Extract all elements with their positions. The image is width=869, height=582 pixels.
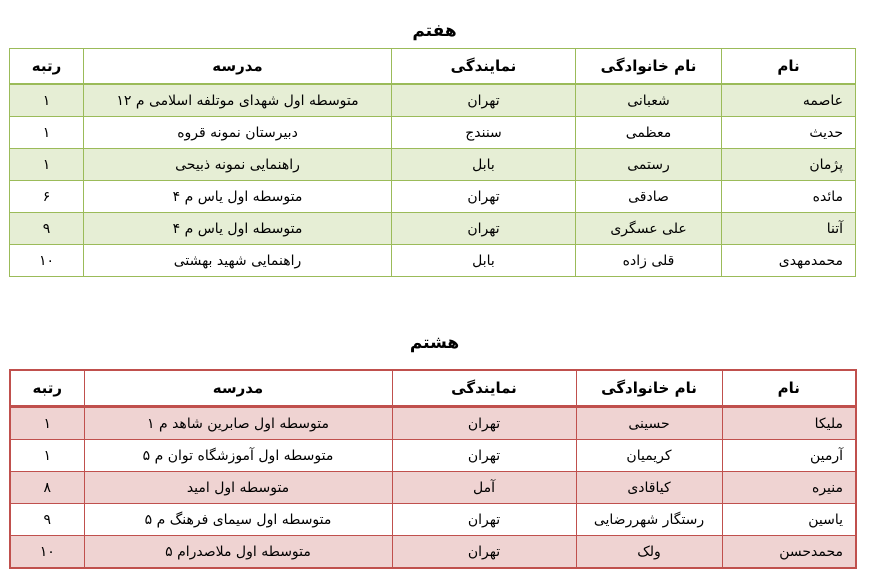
table-row (10, 472, 856, 504)
cell-name: مائده (722, 181, 856, 213)
table-row (10, 440, 856, 472)
cell-rank: ۱ (10, 117, 84, 149)
cell-school: متوسطه اول یاس م ۴ (84, 213, 392, 245)
cell-name: آتنا (722, 213, 856, 245)
table-header-row (10, 370, 856, 407)
table-row (10, 149, 856, 181)
table-row (10, 504, 856, 536)
cell-name: عاصمه (722, 84, 856, 117)
table-row (10, 84, 856, 117)
cell-family: شعبانی (576, 84, 722, 117)
cell-rank: ۱ (10, 407, 84, 440)
cell-city: بابل (392, 245, 576, 277)
cell-city: تهران (392, 407, 576, 440)
cell-name: پژمان (722, 149, 856, 181)
eighth-grade-table (9, 369, 857, 569)
cell-family: رستمی (576, 149, 722, 181)
seventh-grade-table (9, 48, 856, 277)
cell-rank: ۶ (10, 181, 84, 213)
cell-school: راهنمایی نمونه ذبیحی (84, 149, 392, 181)
cell-family: کیاقادی (576, 472, 722, 504)
table-row (10, 407, 856, 440)
table-row (10, 245, 856, 277)
cell-city: تهران (392, 213, 576, 245)
cell-rank: ۱ (10, 84, 84, 117)
cell-rank: ۱ (10, 440, 84, 472)
cell-city: آمل (392, 472, 576, 504)
cell-name: ملیکا (722, 407, 856, 440)
cell-school: متوسطه اول ملاصدرام ۵ (84, 536, 392, 569)
seventh-grade-title: هفتم (412, 21, 457, 41)
table-row (10, 181, 856, 213)
cell-family: قلی زاده (576, 245, 722, 277)
cell-city: تهران (392, 536, 576, 569)
cell-city: تهران (392, 504, 576, 536)
cell-school: متوسطه اول امید (84, 472, 392, 504)
cell-school: متوسطه اول صابرین شاهد م ۱ (84, 407, 392, 440)
cell-school: متوسطه اول شهدای موتلفه اسلامی م ۱۲ (84, 84, 392, 117)
cell-name: محمدمهدی (722, 245, 856, 277)
cell-city: تهران (392, 84, 576, 117)
cell-family: ولک (576, 536, 722, 569)
cell-city: تهران (392, 181, 576, 213)
cell-family: حسینی (576, 407, 722, 440)
header-name: نام (722, 370, 856, 407)
table-row (10, 536, 856, 569)
header-city: نمایندگی (392, 49, 576, 85)
cell-school: متوسطه اول آموزشگاه توان م ۵ (84, 440, 392, 472)
cell-name: محمدحسن (722, 536, 856, 569)
cell-family: صادقی (576, 181, 722, 213)
cell-name: حدیث (722, 117, 856, 149)
cell-school: دبیرستان نمونه قروه (84, 117, 392, 149)
header-school: مدرسه (84, 49, 392, 85)
table-row (10, 117, 856, 149)
cell-name: آرمین (722, 440, 856, 472)
cell-family: رستگار شهررضایی (576, 504, 722, 536)
header-city: نمایندگی (392, 370, 576, 407)
eighth-grade-title: هشتم (409, 333, 460, 353)
cell-family: علی عسگری (576, 213, 722, 245)
header-name: نام (722, 49, 856, 85)
cell-family: معظمی (576, 117, 722, 149)
cell-school: راهنمایی شهید بهشتی (84, 245, 392, 277)
cell-rank: ۸ (10, 472, 84, 504)
cell-school: متوسطه اول یاس م ۴ (84, 181, 392, 213)
cell-name: منیره (722, 472, 856, 504)
cell-rank: ۱۰ (10, 245, 84, 277)
cell-rank: ۱۰ (10, 536, 84, 569)
table-row (10, 213, 856, 245)
table-header-row (10, 49, 856, 85)
cell-rank: ۹ (10, 504, 84, 536)
cell-city: سنندج (392, 117, 576, 149)
header-family: نام خانوادگی (576, 370, 722, 407)
cell-city: بابل (392, 149, 576, 181)
header-school: مدرسه (84, 370, 392, 407)
cell-city: تهران (392, 440, 576, 472)
cell-name: یاسین (722, 504, 856, 536)
header-rank: رتبه (10, 49, 84, 85)
cell-rank: ۱ (10, 149, 84, 181)
header-family: نام خانوادگی (576, 49, 722, 85)
cell-family: کریمیان (576, 440, 722, 472)
cell-rank: ۹ (10, 213, 84, 245)
header-rank: رتبه (10, 370, 84, 407)
cell-school: متوسطه اول سیمای فرهنگ م ۵ (84, 504, 392, 536)
